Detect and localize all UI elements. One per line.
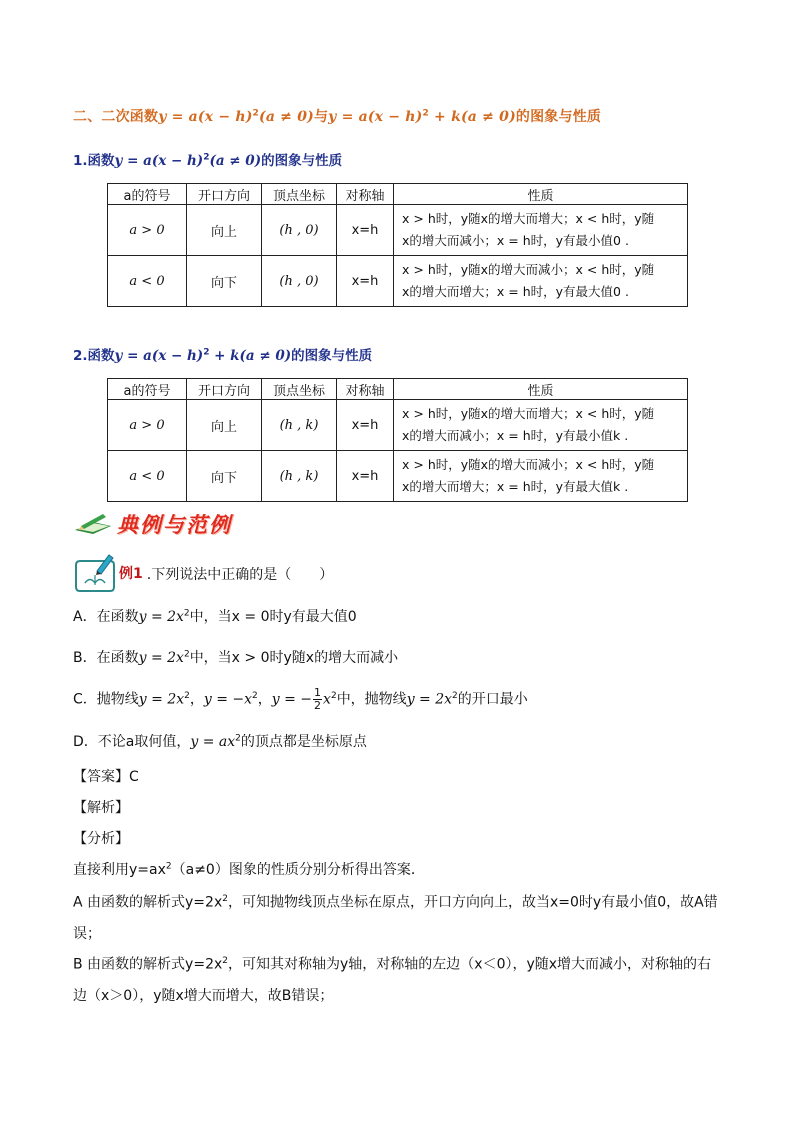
properties-table-2 xyxy=(107,378,688,502)
header-sign: a的符号 xyxy=(108,184,187,205)
subtitle-2: 2.函数$y = a(x - h)^2 + k(a \ne 0)$的图象与性质 xyxy=(73,347,373,364)
paragraph-1: 直接利用$y=ax^2(a\ne 0)$图象的性质分别分析得出答案． xyxy=(73,861,425,878)
subtitle-1: 1.函数$y = a(x - h)^2(a \ne 0)$的图象与性质 xyxy=(73,152,343,169)
header-direction: 开口方向 xyxy=(187,184,262,205)
option-b: B．在函数$y = 2x^2$中，当x > 0时y随x的增大而减小 xyxy=(73,649,399,666)
table-row: a < 0 向下 (h , k) x=h x > h时，y随x的增大而减小；x < h时，y随 x的增大而增大；x = h时，y有最大值k . xyxy=(108,451,688,502)
analysis-label: 【解析】 xyxy=(73,800,129,816)
header-vertex: 顶点坐标 xyxy=(262,184,337,205)
examples-banner: 典例与范例 xyxy=(73,510,232,538)
table-row: a > 0 向上 (h , 0) x=h x > h时，y随x的增大而增大；x < h时，y随 x的增大而减小；x = h时，y有最小值0 . xyxy=(108,205,688,256)
table-row: a < 0 向下 (h , 0) x=h x > h时，y随x的增大而减小；x < h时，y随 x的增大而增大；x = h时，y有最大值0 . xyxy=(108,256,688,307)
fraction: $\frac{1}{2}$ xyxy=(314,686,322,713)
paragraph-2: A 由函数的解析式$y=2x^2$，可知抛物线顶点坐标在原点，开口方向向上，故当x=0时y有最小值0，故A错误； xyxy=(73,894,718,942)
section-title: 二、二次函数$y = a(x - h)^2(a \ne 0)$与$y = a(x - h)^2 + k(a \ne 0)$的图象与性质 xyxy=(73,108,602,125)
fenxi-label: 【分析】 xyxy=(73,831,129,847)
table-row: a > 0 向上 (h , k) x=h x > h时，y随x的增大而增大；x < h时，y随 x的增大而减小；x = h时，y有最小值k . xyxy=(108,400,688,451)
pencil-book-icon xyxy=(73,512,113,536)
option-c: C．抛物线$y = 2x^2$，$y = -x^2$，y = − $\frac{1}{2}$ $x^2$中，抛物线$y = 2x^2$的开口最小 xyxy=(73,686,528,713)
table-header-row xyxy=(108,184,688,205)
option-a: A．在函数$y = 2x^2$中，当x = 0时y有最大值0 xyxy=(73,608,357,625)
header-axis: 对称轴 xyxy=(337,184,394,205)
paragraph-3: B 由函数的解析式$y=2x^2$，可知其对称轴为y轴，对称轴的左边（x＜0），y随x增大而减小，对称轴的右边（x＞0），y随x增大而增大，故B错误； xyxy=(73,956,712,1004)
option-d: D．不论a取何值，$y = ax^2$的顶点都是坐标原点 xyxy=(73,733,367,750)
header-properties: 性质 xyxy=(394,184,688,205)
table-header-row: a的符号 开口方向 顶点坐标 对称轴 性质 xyxy=(108,379,688,400)
example-heading: 例1 .下列说法中正确的是（ ） xyxy=(73,553,333,593)
answer: 【答案】C xyxy=(73,769,139,785)
notebook-pencil-icon xyxy=(73,553,117,593)
properties-table-1 xyxy=(107,183,688,307)
